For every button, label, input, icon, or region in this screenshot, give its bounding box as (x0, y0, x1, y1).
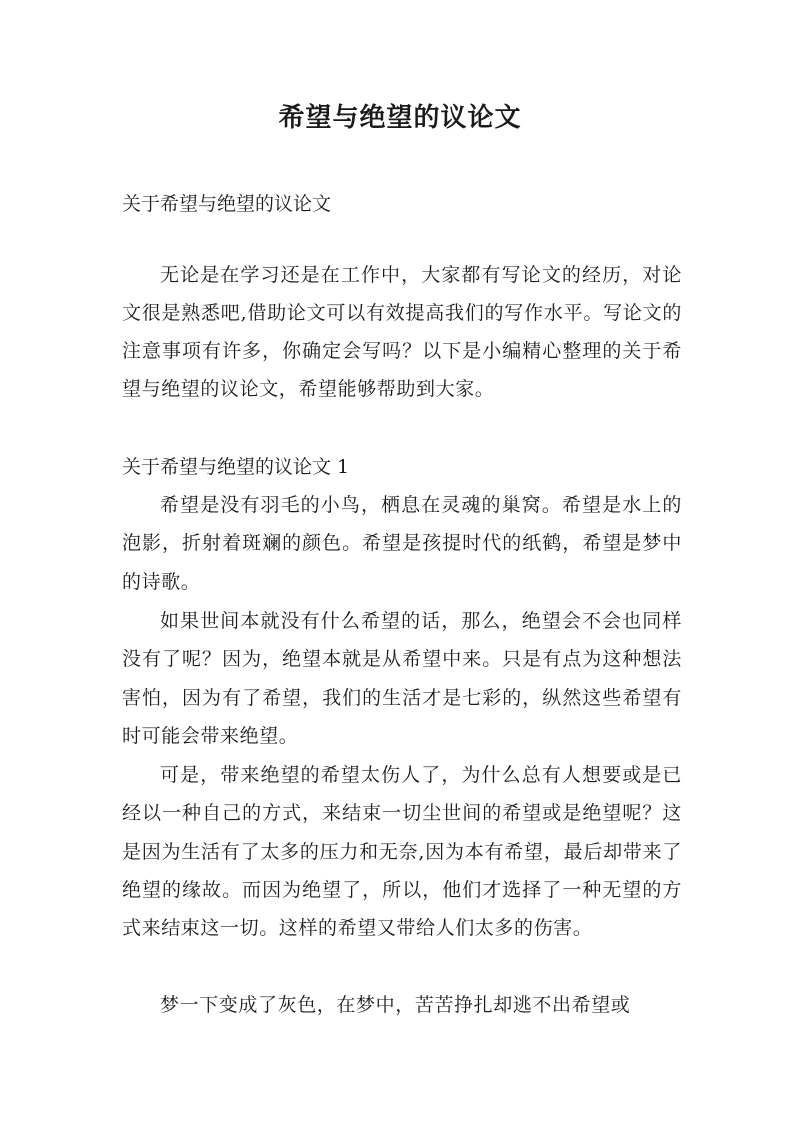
section-heading: 关于希望与绝望的议论文 1 (122, 456, 350, 478)
document-subtitle: 关于希望与绝望的议论文 (122, 193, 332, 215)
body-paragraph: 可是，带来绝望的希望太伤人了，为什么总有人想要或是已经以一种自己的方式，来结束一切尘世间的希望或是绝望呢？这是因为生活有了太多的压力和无奈,因为本有希望，最后却带来了绝望的缘故。而因为绝望了，所以，他们才选择了一种无望的方式来结束这一切。这样的希望又带给人们太多的伤害。 (122, 764, 682, 940)
body-paragraph: 梦一下变成了灰色，在梦中，苦苦挣扎却逃不出希望或 (160, 994, 631, 1016)
intro-paragraph: 无论是在学习还是在工作中，大家都有写论文的经历，对论文很是熟悉吧,借助论文可以有效提高我们的写作水平。写论文的注意事项有许多，你确定会写吗？以下是小编精心整理的关于希望与绝望的议论文，希望能够帮助到大家。 (122, 264, 682, 400)
document-title: 希望与绝望的议论文 (278, 103, 522, 133)
body-paragraph: 如果世间本就没有什么希望的话，那么，绝望会不会也同样没有了呢？因为，绝望本就是从希望中来。只是有点为这种想法害怕，因为有了希望，我们的生活才是七彩的，纵然这些希望有时可能会带来绝望。 (122, 610, 682, 747)
body-paragraph: 希望是没有羽毛的小鸟，栖息在灵魂的巢窝。希望是水上的泡影，折射着斑斓的颜色。希望是孩提时代的纸鹤，希望是梦中的诗歌。 (122, 494, 682, 593)
